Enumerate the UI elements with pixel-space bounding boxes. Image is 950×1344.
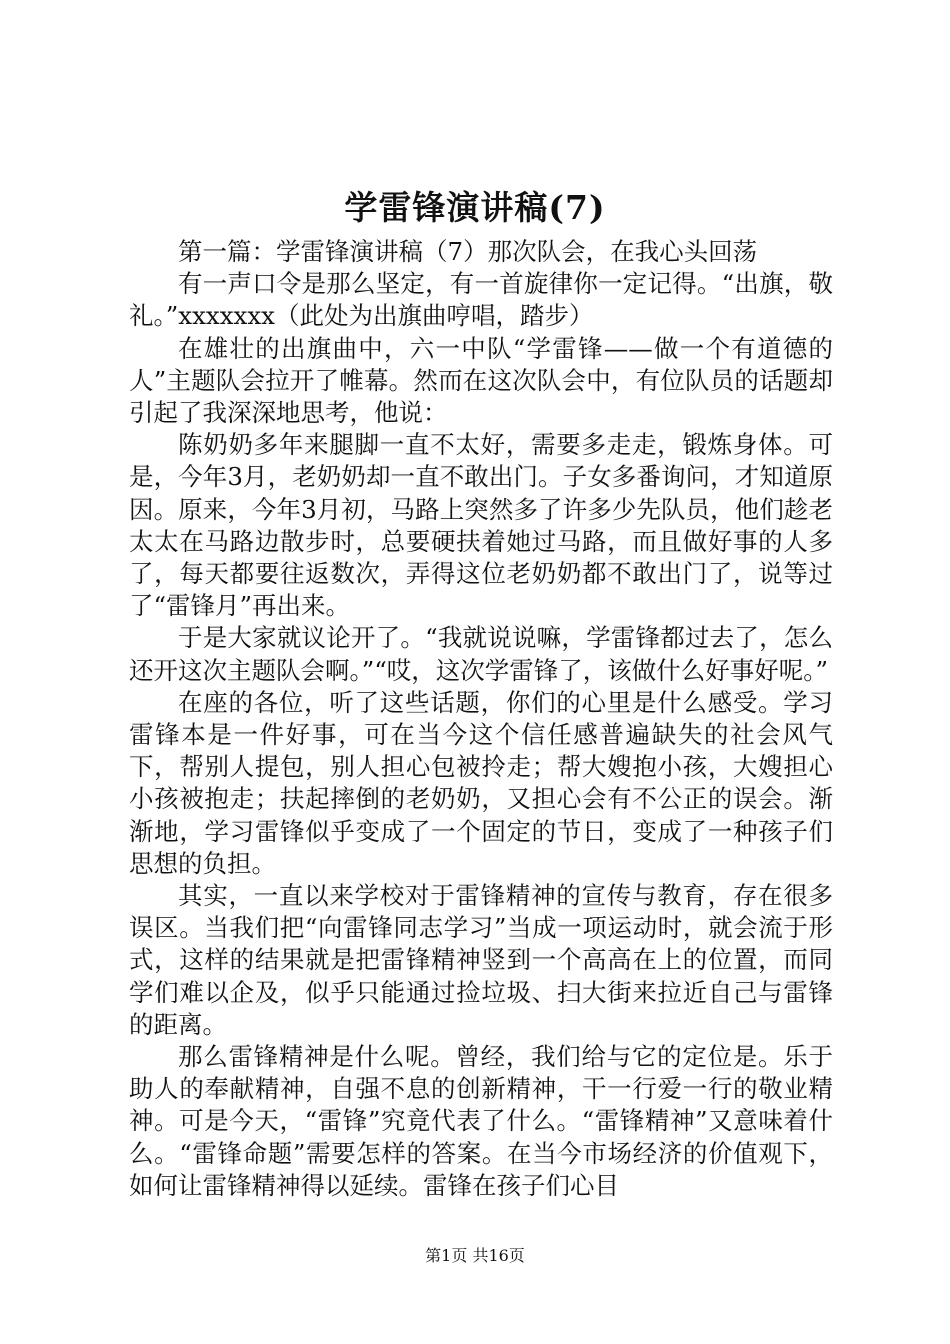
paragraph-heading: 第一篇：学雷锋演讲稿（7）那次队会，在我心头回荡 (178, 237, 758, 266)
paragraph: 其实，一直以来学校对于雷锋精神的宣传与教育，存在很多误区。当我们把“向雷锋同志学习”当成一项运动时，就会流于形式，这样的结果就是把雷锋精神竖到一个高高在上的位置，而同学们难以企及，似乎只能通过捡垃圾、扫大街来拉近自己与雷锋的距离。 (129, 881, 833, 1039)
page-number-footer: 第1页 共16页 (425, 1246, 525, 1265)
document-body (129, 236, 833, 1202)
document-title: 学雷锋演讲稿(7) (344, 188, 606, 227)
paragraph: 那么雷锋精神是什么呢。曾经，我们给与它的定位是。乐于助人的奉献精神，自强不息的创新精神，干一行爱一行的敬业精神。可是今天，“雷锋”究竟代表了什么。“雷锋精神”又意味着什么。“雷锋命题”需要怎样的答案。在当今市场经济的价值观下，如何让雷锋精神得以延续。雷锋在孩子们心目 (129, 1042, 833, 1200)
paragraph: 在雄壮的出旗曲中，六一中队“学雷锋——做一个有道德的人”主题队会拉开了帷幕。然而在这次队会中，有位队员的话题却引起了我深深地思考，他说： (129, 333, 833, 428)
paragraph: 在座的各位，听了这些话题，你们的心里是什么感受。学习雷锋本是一件好事，可在当今这个信任感普遍缺失的社会风气下，帮别人提包，别人担心包被拎走；帮大嫂抱小孩，大嫂担心小孩被抱走；扶起摔倒的老奶奶，又担心会有不公正的误会。渐渐地，学习雷锋似乎变成了一个固定的节日，变成了一种孩子们思想的负担。 (129, 687, 833, 878)
paragraph: 于是大家就议论开了。“我就说说嘛，学雷锋都过去了，怎么还开这次主题队会啊。”“哎，这次学雷锋了，该做什么好事好呢。” (129, 623, 833, 685)
paragraph: 陈奶奶多年来腿脚一直不太好，需要多走走，锻炼身体。可是，今年3月，老奶奶却一直不敢出门。子女多番询问，才知道原因。原来，今年3月初，马路上突然多了许多少先队员，他们趁老太太在马路边散步时，总要硬扶着她过马路，而且做好事的人多了，每天都要往返数次，弄得这位老奶奶都不敢出门了，说等过了“雷锋月”再出来。 (129, 430, 833, 621)
paragraph: 有一声口令是那么坚定，有一首旋律你一定记得。“出旗，敬礼。”xxxxxxx（此处为出旗曲哼唱，踏步） (129, 269, 833, 331)
